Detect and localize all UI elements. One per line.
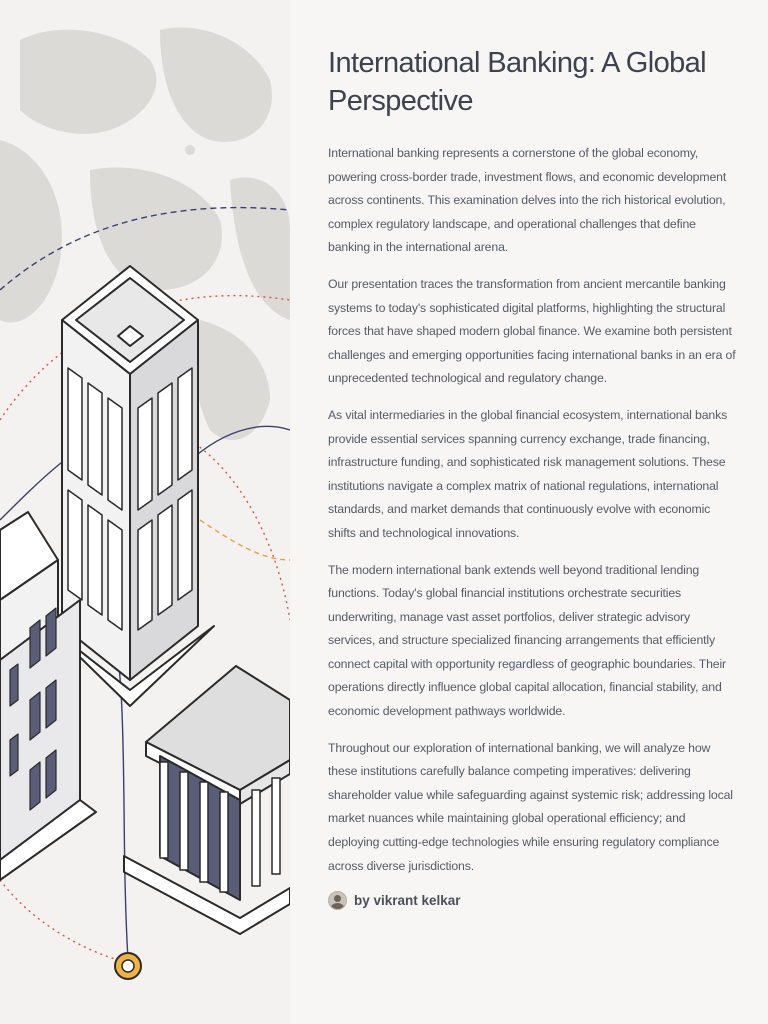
banking-illustration [0,0,290,1024]
article-content [328,44,738,910]
paragraph-exploration: Throughout our exploration of international banking, we will analyze how these institutions carefully balance competing imperatives: delivering shareholder value while safeguarding against systemic risk; addressing local market nuances while maintaining global operational efficiency; and deploying cutting-edge technologies while ensuring regulatory compliance across diverse jurisdictions. [328,740,733,873]
paragraph-intermediaries: As vital intermediaries in the global financial ecosystem, international banks provide essential services spanning currency exchange, trade financing, infrastructure funding, and sophisticated risk management solutions. These institutions navigate a complex matrix of national regulations, international standards, and market demands that continuously evolve with economic shifts and technological innovations. [328,407,728,540]
author-name: by vikrant kelkar [354,893,461,909]
author-avatar [328,891,347,910]
coin-icon [115,953,141,979]
paragraph-intro: International banking represents a cornerstone of the global economy, powering cross-border trade, investment flows, and economic development across continents. This examination delves into the rich historical evolution, complex regulatory landscape, and operational challenges that define banking in the international arena. [328,146,727,255]
author-byline[interactable] [328,891,738,910]
paragraph-modern-bank: The modern international bank extends well beyond traditional lending functions. Today's global financial institutions orchestrate securities underwriting, manage vast asset portfolios, deliver strategic advisory services, and structure specialized financing arrangements that efficiently connect capital with opportunity regardless of geographic boundaries. Their operations directly influence global capital allocation, financial stability, and economic development pathways worldwide. [328,562,726,719]
page-title: International Banking: A Global Perspective [328,47,707,117]
bank-building [124,666,290,934]
paragraph-presentation: Our presentation traces the transformation from ancient mercantile banking systems to today's sophisticated digital platforms, highlighting the structural forces that have shaped modern global finance. We examine both persistent challenges and emerging opportunities facing international banks in an era of unprecedented technological and regulatory change. [328,276,736,386]
